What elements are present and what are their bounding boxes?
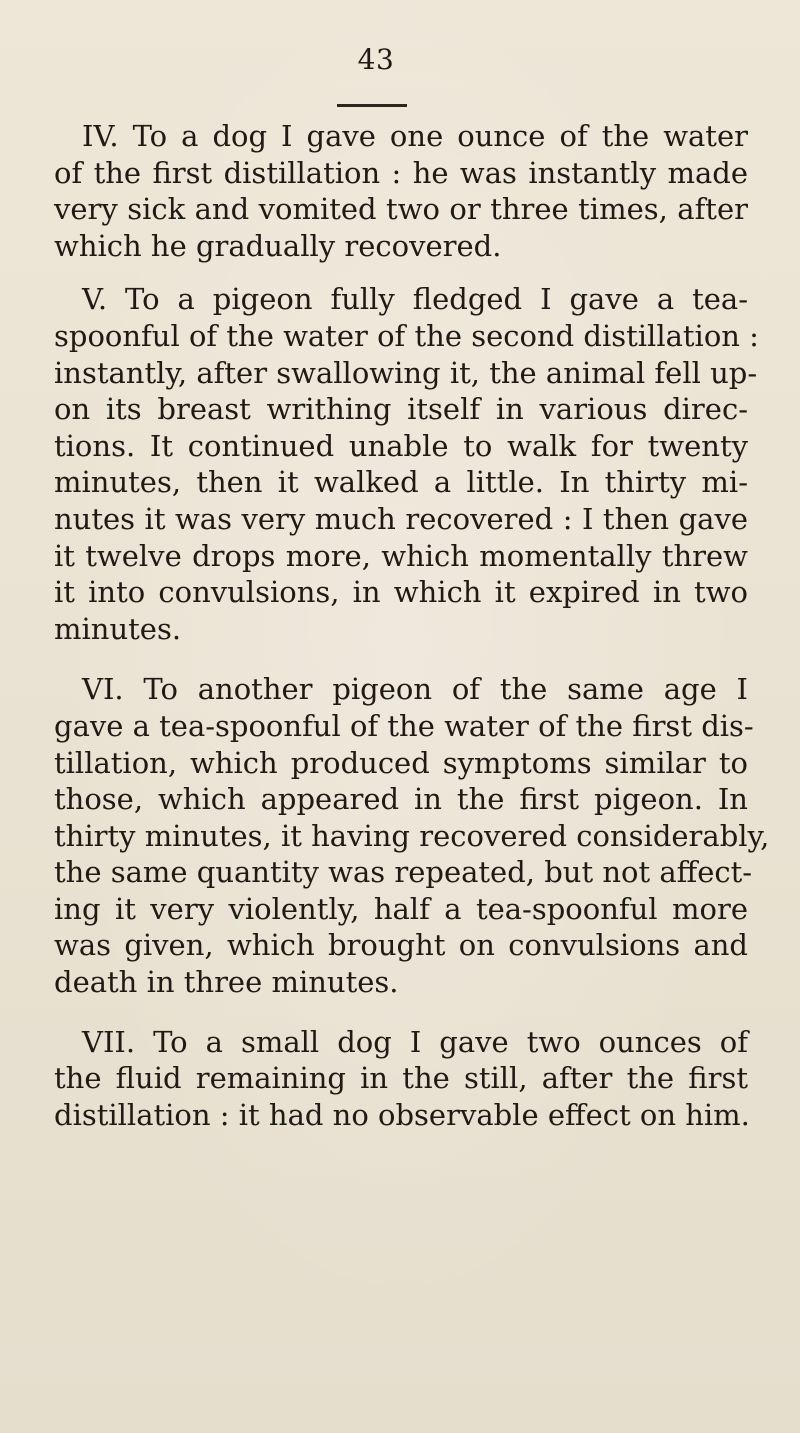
text-line: those, which appeared in the first pigeon. In — [54, 782, 748, 817]
text-line: the same quantity was repeated, but not affect- — [54, 855, 753, 890]
text-line: IV. To a dog I gave one ounce of the water — [82, 119, 748, 153]
text-line: tillation, which produced symptoms similar to — [54, 745, 748, 780]
paragraph-vii — [54, 1024, 748, 1134]
text-line: VII. To a small dog I gave two ounces of — [82, 1024, 748, 1059]
header-rule — [337, 104, 407, 107]
paragraph-iv — [54, 118, 748, 264]
text-line: VI. To another pigeon of the same age I — [82, 672, 748, 707]
text-line: minutes, then it walked a little. In thirty mi- — [54, 465, 748, 500]
paragraph-v — [54, 281, 759, 647]
text-line: of the first distillation : he was instantly made — [54, 155, 748, 190]
text-line: it into convulsions, in which it expired in two — [54, 575, 748, 610]
text-line: it twelve drops more, which momentally threw — [54, 538, 748, 573]
text-line: thirty minutes, it having recovered considerably, — [54, 818, 770, 853]
text-line: ing it very violently, half a tea-spoonful more — [54, 891, 748, 926]
text-line: death in three minutes. — [54, 965, 399, 1000]
text-line: on its breast writhing itself in various direc- — [54, 392, 748, 427]
text-line: which he gradually recovered. — [54, 228, 502, 263]
text-line: was given, which brought on convulsions and — [54, 928, 748, 963]
body-text — [54, 118, 770, 1133]
text-line: distillation : it had no observable effect on him. — [54, 1097, 750, 1132]
text-line: V. To a pigeon fully fledged I gave a tea- — [82, 282, 748, 317]
text-line: gave a tea-spoonful of the water of the first dis- — [54, 708, 754, 743]
text-line: minutes. — [54, 611, 182, 646]
text-line: nutes it was very much recovered : I then gave — [54, 501, 748, 536]
paragraph-vi — [54, 671, 770, 1000]
text-line: very sick and vomited two or three times, after — [54, 192, 748, 227]
text-line: instantly, after swallowing it, the animal fell up- — [54, 355, 758, 390]
text-line: tions. It continued unable to walk for twenty — [54, 428, 748, 463]
text-line: the fluid remaining in the still, after the first — [54, 1061, 748, 1096]
page-number: 43 — [357, 43, 395, 76]
text-line: spoonful of the water of the second distillation : — [54, 318, 759, 353]
